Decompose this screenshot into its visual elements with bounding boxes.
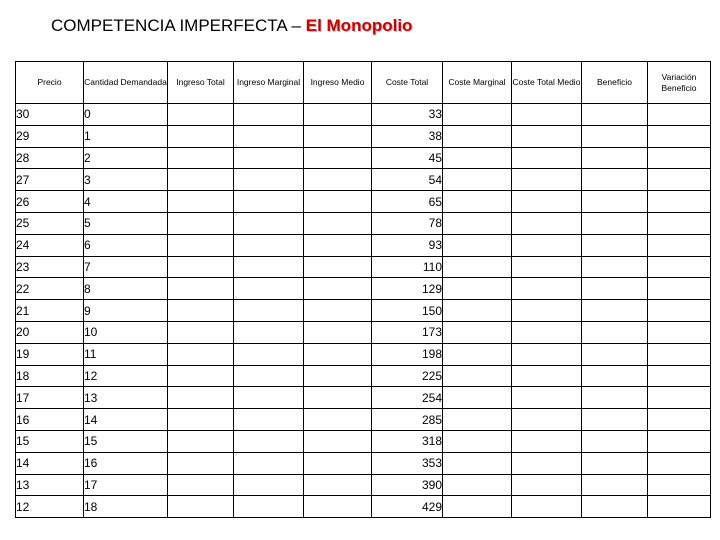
- table-row: [16, 452, 711, 474]
- coste-total-cell: 150: [372, 300, 443, 322]
- table-row: [16, 256, 711, 278]
- table-row: [16, 104, 711, 126]
- beneficio-cell: [582, 300, 648, 322]
- table-row: [16, 125, 711, 147]
- ingreso-total-cell: [168, 278, 234, 300]
- ingreso-medio-cell: [304, 365, 372, 387]
- title-main: COMPETENCIA IMPERFECTA –: [51, 16, 306, 35]
- cantidad-cell: 10: [84, 321, 168, 343]
- precio-cell: 28: [16, 147, 84, 169]
- precio-cell: 19: [16, 343, 84, 365]
- beneficio-cell: [582, 147, 648, 169]
- coste-total-medio-cell: [512, 104, 582, 126]
- cantidad-cell: 18: [84, 496, 168, 518]
- coste-total-medio-cell: [512, 169, 582, 191]
- variacion-beneficio-cell: [648, 169, 711, 191]
- ingreso-marginal-cell: [234, 212, 304, 234]
- table-row: [16, 496, 711, 518]
- ingreso-marginal-cell: [234, 365, 304, 387]
- coste-marginal-cell: [443, 321, 512, 343]
- ingreso-medio-cell: [304, 409, 372, 431]
- table-row: [16, 343, 711, 365]
- coste-marginal-cell: [443, 300, 512, 322]
- coste-total-cell: 78: [372, 212, 443, 234]
- ingreso-total-cell: [168, 365, 234, 387]
- coste-total-medio-cell: [512, 452, 582, 474]
- precio-cell: 17: [16, 387, 84, 409]
- variacion-beneficio-cell: [648, 147, 711, 169]
- coste-total-medio-cell: [512, 256, 582, 278]
- ingreso-total-cell: [168, 409, 234, 431]
- variacion-beneficio-cell: [648, 474, 711, 496]
- ingreso-medio-cell: [304, 278, 372, 300]
- variacion-beneficio-cell: [648, 191, 711, 213]
- variacion-beneficio-cell: [648, 387, 711, 409]
- ingreso-medio-cell: [304, 300, 372, 322]
- ingreso-medio-cell: [304, 212, 372, 234]
- ingreso-total-cell: [168, 191, 234, 213]
- precio-cell: 27: [16, 169, 84, 191]
- ingreso-marginal-cell: [234, 125, 304, 147]
- coste-marginal-cell: [443, 169, 512, 191]
- ingreso-total-cell: [168, 256, 234, 278]
- ingreso-total-cell: [168, 212, 234, 234]
- table-row: [16, 278, 711, 300]
- ingreso-marginal-cell: [234, 104, 304, 126]
- table-row: [16, 147, 711, 169]
- ingreso-total-cell: [168, 321, 234, 343]
- coste-marginal-cell: [443, 496, 512, 518]
- cantidad-cell: 6: [84, 234, 168, 256]
- header-cantidad-demandada: Cantidad Demandada: [84, 62, 168, 104]
- header-coste-total-medio: Coste Total Medio: [512, 62, 582, 104]
- coste-total-cell: 390: [372, 474, 443, 496]
- ingreso-total-cell: [168, 496, 234, 518]
- beneficio-cell: [582, 321, 648, 343]
- coste-total-medio-cell: [512, 278, 582, 300]
- beneficio-cell: [582, 278, 648, 300]
- ingreso-total-cell: [168, 387, 234, 409]
- coste-total-cell: 225: [372, 365, 443, 387]
- table-row: [16, 387, 711, 409]
- coste-marginal-cell: [443, 474, 512, 496]
- cantidad-cell: 15: [84, 430, 168, 452]
- precio-cell: 16: [16, 409, 84, 431]
- beneficio-cell: [582, 365, 648, 387]
- cantidad-cell: 12: [84, 365, 168, 387]
- header-ingreso-marginal: Ingreso Marginal: [234, 62, 304, 104]
- ingreso-marginal-cell: [234, 234, 304, 256]
- coste-total-cell: 129: [372, 278, 443, 300]
- beneficio-cell: [582, 343, 648, 365]
- ingreso-total-cell: [168, 343, 234, 365]
- coste-total-cell: 318: [372, 430, 443, 452]
- table-row: [16, 321, 711, 343]
- ingreso-medio-cell: [304, 104, 372, 126]
- coste-marginal-cell: [443, 191, 512, 213]
- coste-total-medio-cell: [512, 147, 582, 169]
- cantidad-cell: 14: [84, 409, 168, 431]
- coste-total-cell: 54: [372, 169, 443, 191]
- coste-total-cell: 173: [372, 321, 443, 343]
- cantidad-cell: 0: [84, 104, 168, 126]
- variacion-beneficio-cell: [648, 234, 711, 256]
- ingreso-total-cell: [168, 430, 234, 452]
- ingreso-total-cell: [168, 147, 234, 169]
- ingreso-marginal-cell: [234, 343, 304, 365]
- cantidad-cell: 16: [84, 452, 168, 474]
- coste-total-medio-cell: [512, 409, 582, 431]
- coste-total-cell: 65: [372, 191, 443, 213]
- ingreso-total-cell: [168, 169, 234, 191]
- coste-marginal-cell: [443, 278, 512, 300]
- coste-total-medio-cell: [512, 300, 582, 322]
- coste-marginal-cell: [443, 125, 512, 147]
- cantidad-cell: 17: [84, 474, 168, 496]
- ingreso-total-cell: [168, 125, 234, 147]
- coste-total-medio-cell: [512, 474, 582, 496]
- ingreso-marginal-cell: [234, 300, 304, 322]
- ingreso-medio-cell: [304, 452, 372, 474]
- ingreso-marginal-cell: [234, 191, 304, 213]
- ingreso-medio-cell: [304, 343, 372, 365]
- page-title: [51, 16, 412, 36]
- variacion-beneficio-cell: [648, 104, 711, 126]
- cantidad-cell: 3: [84, 169, 168, 191]
- cantidad-cell: 13: [84, 387, 168, 409]
- coste-total-cell: 33: [372, 104, 443, 126]
- precio-cell: 20: [16, 321, 84, 343]
- header-precio: Precio: [16, 62, 84, 104]
- header-ingreso-medio: Ingreso Medio: [304, 62, 372, 104]
- coste-total-cell: 254: [372, 387, 443, 409]
- header-coste-total: Coste Total: [372, 62, 443, 104]
- table-row: [16, 409, 711, 431]
- variacion-beneficio-cell: [648, 256, 711, 278]
- precio-cell: 24: [16, 234, 84, 256]
- coste-total-cell: 45: [372, 147, 443, 169]
- ingreso-marginal-cell: [234, 147, 304, 169]
- variacion-beneficio-cell: [648, 278, 711, 300]
- header-row: [16, 62, 711, 104]
- beneficio-cell: [582, 387, 648, 409]
- precio-cell: 14: [16, 452, 84, 474]
- ingreso-medio-cell: [304, 125, 372, 147]
- beneficio-cell: [582, 430, 648, 452]
- precio-cell: 25: [16, 212, 84, 234]
- ingreso-total-cell: [168, 104, 234, 126]
- ingreso-medio-cell: [304, 496, 372, 518]
- table-row: [16, 430, 711, 452]
- cantidad-cell: 2: [84, 147, 168, 169]
- beneficio-cell: [582, 169, 648, 191]
- table-row: [16, 191, 711, 213]
- coste-marginal-cell: [443, 387, 512, 409]
- ingreso-marginal-cell: [234, 409, 304, 431]
- coste-marginal-cell: [443, 212, 512, 234]
- ingreso-medio-cell: [304, 147, 372, 169]
- coste-total-cell: 38: [372, 125, 443, 147]
- ingreso-marginal-cell: [234, 452, 304, 474]
- ingreso-marginal-cell: [234, 278, 304, 300]
- beneficio-cell: [582, 191, 648, 213]
- beneficio-cell: [582, 474, 648, 496]
- table-row: [16, 234, 711, 256]
- ingreso-total-cell: [168, 474, 234, 496]
- precio-cell: 26: [16, 191, 84, 213]
- variacion-beneficio-cell: [648, 212, 711, 234]
- cantidad-cell: 5: [84, 212, 168, 234]
- precio-cell: 15: [16, 430, 84, 452]
- coste-marginal-cell: [443, 343, 512, 365]
- coste-marginal-cell: [443, 430, 512, 452]
- precio-cell: 29: [16, 125, 84, 147]
- coste-marginal-cell: [443, 234, 512, 256]
- coste-total-cell: 285: [372, 409, 443, 431]
- ingreso-marginal-cell: [234, 496, 304, 518]
- variacion-beneficio-cell: [648, 321, 711, 343]
- beneficio-cell: [582, 496, 648, 518]
- precio-cell: 23: [16, 256, 84, 278]
- ingreso-medio-cell: [304, 387, 372, 409]
- ingreso-marginal-cell: [234, 430, 304, 452]
- coste-total-medio-cell: [512, 365, 582, 387]
- precio-cell: 18: [16, 365, 84, 387]
- ingreso-marginal-cell: [234, 321, 304, 343]
- coste-total-cell: 93: [372, 234, 443, 256]
- coste-total-medio-cell: [512, 234, 582, 256]
- table-row: [16, 300, 711, 322]
- coste-total-medio-cell: [512, 212, 582, 234]
- coste-marginal-cell: [443, 256, 512, 278]
- cantidad-cell: 7: [84, 256, 168, 278]
- ingreso-total-cell: [168, 234, 234, 256]
- coste-total-cell: 198: [372, 343, 443, 365]
- coste-total-medio-cell: [512, 321, 582, 343]
- table-row: [16, 365, 711, 387]
- precio-cell: 12: [16, 496, 84, 518]
- beneficio-cell: [582, 409, 648, 431]
- coste-marginal-cell: [443, 452, 512, 474]
- ingreso-medio-cell: [304, 430, 372, 452]
- coste-total-medio-cell: [512, 387, 582, 409]
- coste-total-medio-cell: [512, 430, 582, 452]
- monopoly-table: [15, 61, 711, 518]
- table-row: [16, 169, 711, 191]
- coste-marginal-cell: [443, 104, 512, 126]
- coste-marginal-cell: [443, 365, 512, 387]
- ingreso-medio-cell: [304, 256, 372, 278]
- coste-total-cell: 429: [372, 496, 443, 518]
- cantidad-cell: 9: [84, 300, 168, 322]
- beneficio-cell: [582, 104, 648, 126]
- beneficio-cell: [582, 212, 648, 234]
- variacion-beneficio-cell: [648, 430, 711, 452]
- ingreso-marginal-cell: [234, 256, 304, 278]
- coste-total-cell: 110: [372, 256, 443, 278]
- precio-cell: 30: [16, 104, 84, 126]
- ingreso-total-cell: [168, 452, 234, 474]
- table-row: [16, 474, 711, 496]
- coste-total-cell: 353: [372, 452, 443, 474]
- coste-total-medio-cell: [512, 496, 582, 518]
- ingreso-medio-cell: [304, 169, 372, 191]
- beneficio-cell: [582, 125, 648, 147]
- beneficio-cell: [582, 256, 648, 278]
- coste-marginal-cell: [443, 147, 512, 169]
- variacion-beneficio-cell: [648, 125, 711, 147]
- precio-cell: 22: [16, 278, 84, 300]
- coste-total-medio-cell: [512, 191, 582, 213]
- coste-marginal-cell: [443, 409, 512, 431]
- cantidad-cell: 4: [84, 191, 168, 213]
- variacion-beneficio-cell: [648, 452, 711, 474]
- cantidad-cell: 11: [84, 343, 168, 365]
- variacion-beneficio-cell: [648, 300, 711, 322]
- beneficio-cell: [582, 234, 648, 256]
- variacion-beneficio-cell: [648, 496, 711, 518]
- cantidad-cell: 1: [84, 125, 168, 147]
- ingreso-marginal-cell: [234, 387, 304, 409]
- ingreso-medio-cell: [304, 474, 372, 496]
- table-row: [16, 212, 711, 234]
- ingreso-marginal-cell: [234, 169, 304, 191]
- header-variacion-beneficio: Variación Beneficio: [648, 62, 711, 104]
- precio-cell: 21: [16, 300, 84, 322]
- precio-cell: 13: [16, 474, 84, 496]
- ingreso-medio-cell: [304, 191, 372, 213]
- coste-total-medio-cell: [512, 125, 582, 147]
- header-beneficio: Beneficio: [582, 62, 648, 104]
- ingreso-medio-cell: [304, 234, 372, 256]
- header-ingreso-total: Ingreso Total: [168, 62, 234, 104]
- title-highlight: El Monopolio: [305, 16, 413, 35]
- beneficio-cell: [582, 452, 648, 474]
- coste-total-medio-cell: [512, 343, 582, 365]
- variacion-beneficio-cell: [648, 365, 711, 387]
- header-coste-marginal: Coste Marginal: [443, 62, 512, 104]
- ingreso-marginal-cell: [234, 474, 304, 496]
- ingreso-total-cell: [168, 300, 234, 322]
- ingreso-medio-cell: [304, 321, 372, 343]
- variacion-beneficio-cell: [648, 409, 711, 431]
- table-body: [16, 104, 711, 518]
- cantidad-cell: 8: [84, 278, 168, 300]
- variacion-beneficio-cell: [648, 343, 711, 365]
